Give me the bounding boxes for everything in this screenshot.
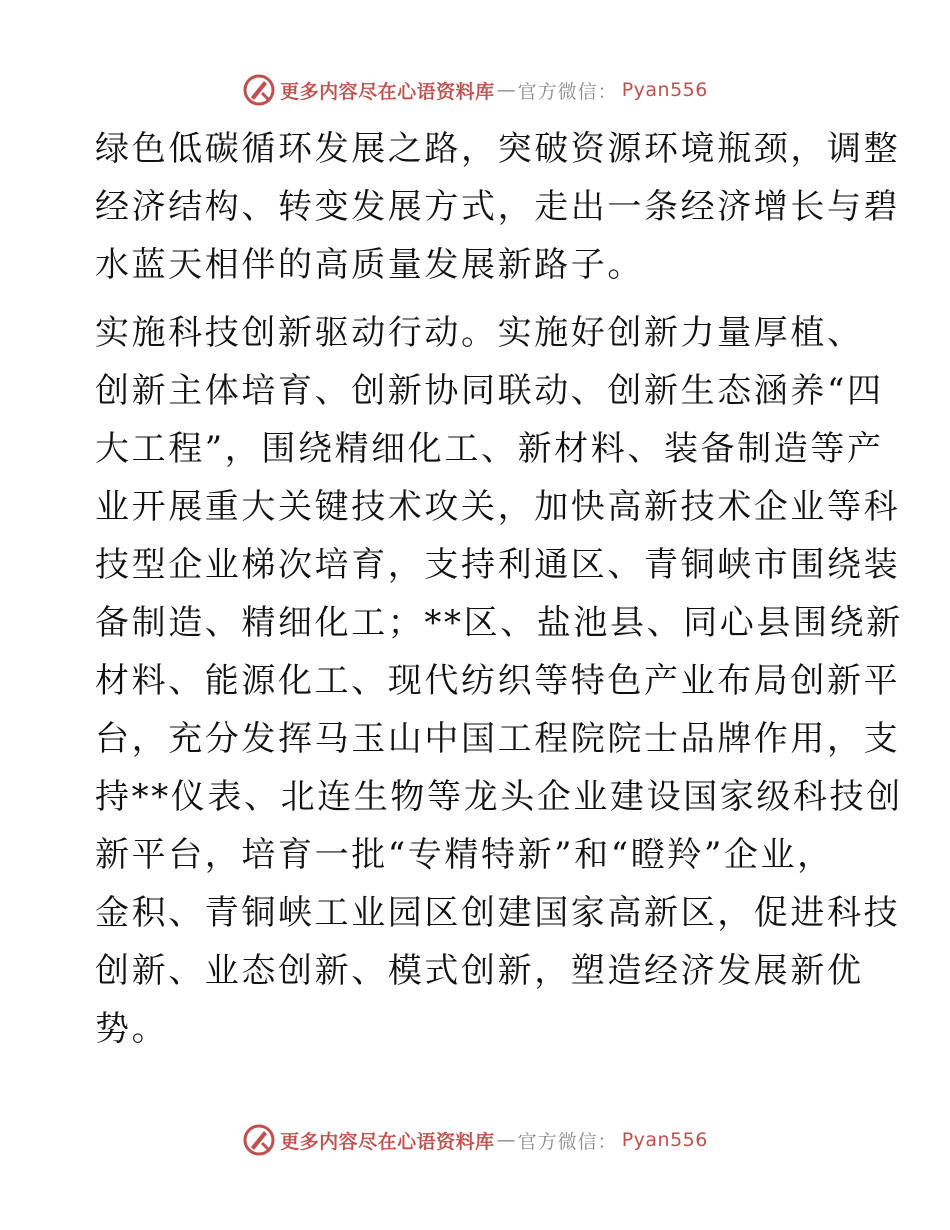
text-line: 实施科技创新驱动行动。实施好创新力量厚植、 bbox=[95, 313, 864, 353]
watermark-dash: — bbox=[496, 1129, 516, 1151]
text-line: 绿色低碳循环发展之路，突破资源环境瓶颈，调整 bbox=[95, 129, 901, 169]
document-body bbox=[95, 120, 903, 1058]
text-line: 持**仪表、北连生物等龙头企业建设国家级科技创 bbox=[95, 777, 903, 817]
watermark-site-text: 更多内容尽在心语资料库 bbox=[280, 80, 495, 103]
watermark-wechat-id: Pyan556 bbox=[621, 1129, 708, 1151]
ribbon-logo-icon bbox=[242, 1123, 276, 1157]
text-line: 创新、业态创新、模式创新，塑造经济发展新优 bbox=[95, 951, 864, 991]
text-line: 备制造、精细化工；**区、盐池县、同心县围绕新 bbox=[95, 603, 903, 643]
paragraph-2 bbox=[95, 304, 903, 1058]
text-line: 技型企业梯次培育，支持利通区、青铜峡市围绕装 bbox=[95, 545, 901, 585]
text-line: 水蓝天相伴的高质量发展新路子。 bbox=[95, 245, 644, 285]
text-line: 经济结构、转变发展方式，走出一条经济增长与碧 bbox=[95, 187, 901, 227]
watermark-wechat-label: 官方微信： bbox=[517, 1130, 618, 1153]
text-line: 新平台，培育一批“专精特新”和“瞪羚”企业， bbox=[95, 835, 834, 875]
text-line: 金积、青铜峡工业园区创建国家高新区，促进科技 bbox=[95, 893, 901, 933]
text-line: 大工程”，围绕精细化工、新材料、装备制造等产 bbox=[95, 429, 884, 469]
ribbon-logo-icon bbox=[242, 73, 276, 107]
watermark-wechat-id: Pyan556 bbox=[621, 79, 708, 101]
footer-watermark bbox=[0, 1120, 950, 1160]
header-watermark bbox=[0, 70, 950, 110]
text-line: 材料、能源化工、现代纺织等特色产业布局创新平 bbox=[95, 661, 901, 701]
text-line: 台，充分发挥马玉山中国工程院院士品牌作用，支 bbox=[95, 719, 901, 759]
watermark-dash: — bbox=[496, 79, 516, 101]
text-line: 业开展重大关键技术攻关，加快高新技术企业等科 bbox=[95, 487, 901, 527]
text-line: 创新主体培育、创新协同联动、创新生态涵养“四 bbox=[95, 371, 884, 411]
text-line: 势。 bbox=[95, 1009, 169, 1049]
paragraph-1 bbox=[95, 120, 901, 294]
watermark-wechat-label: 官方微信： bbox=[517, 80, 618, 103]
watermark-site-text: 更多内容尽在心语资料库 bbox=[280, 1130, 495, 1153]
